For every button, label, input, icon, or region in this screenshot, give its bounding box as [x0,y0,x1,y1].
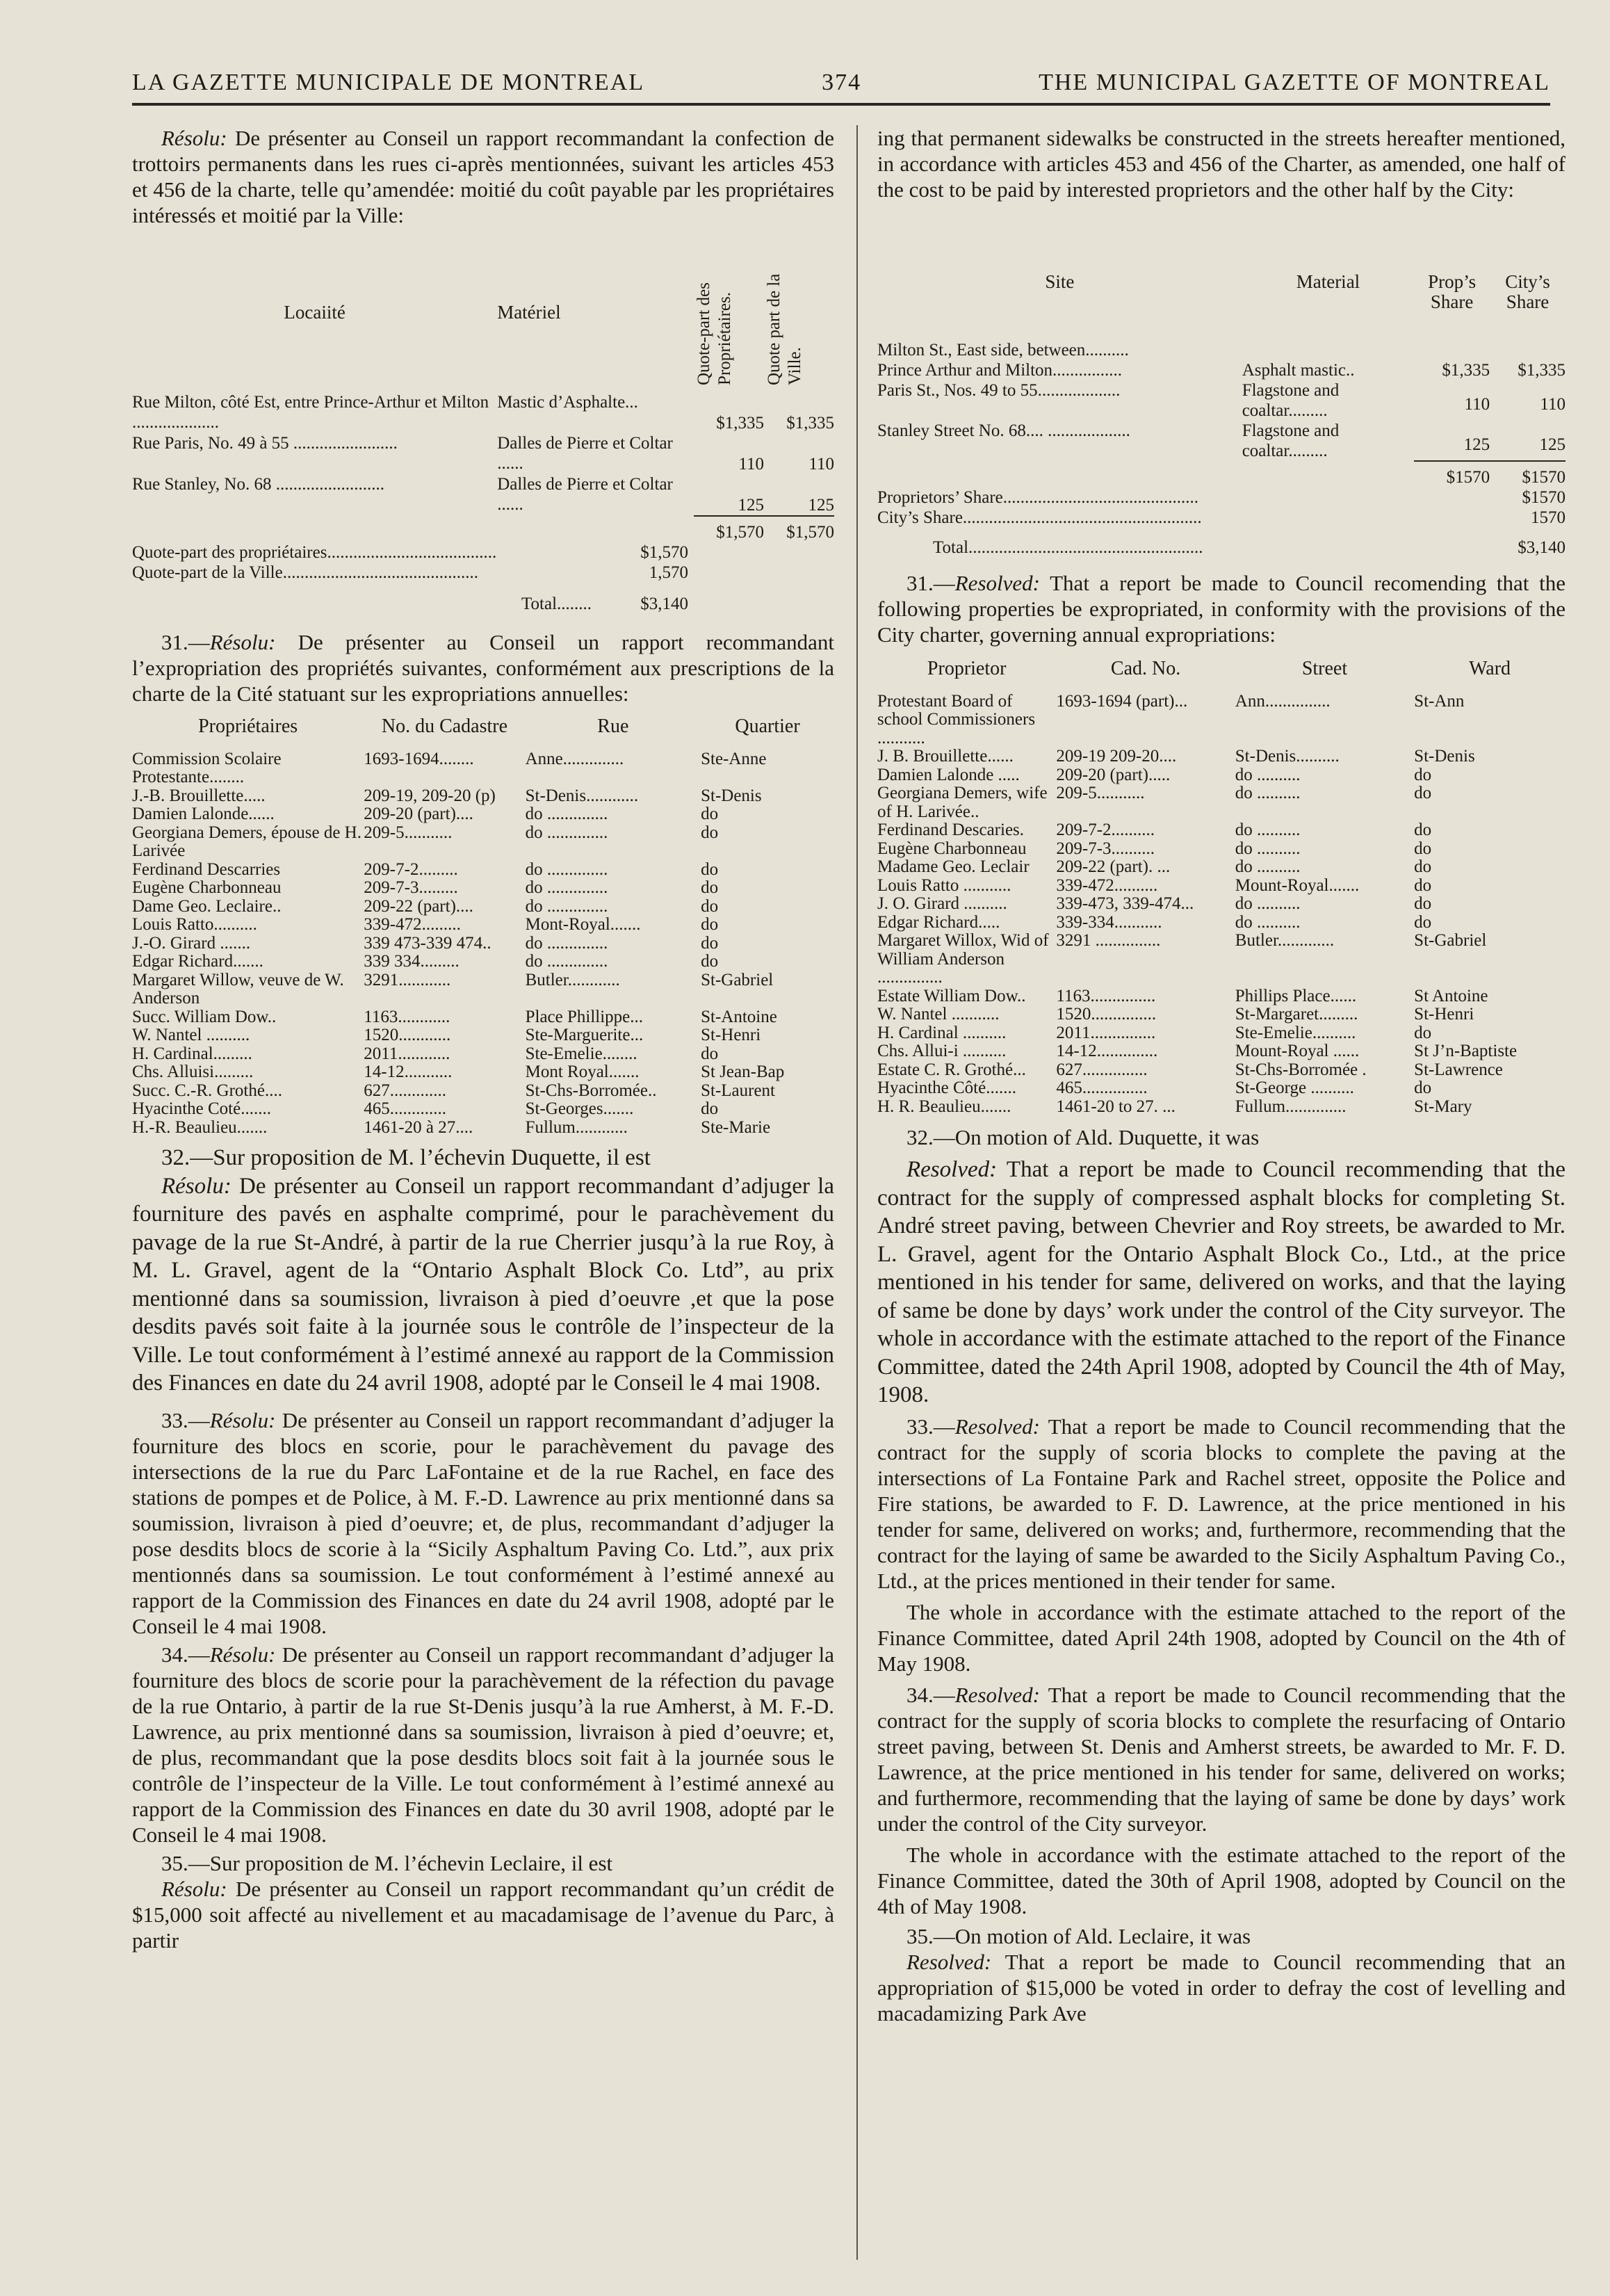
table-cell: Hyacinthe Coté....... [132,1099,271,1118]
table-cell: Protestant Board of school Commissioners ........... [877,691,1036,747]
table-cell: 339-334........... [1056,912,1162,932]
table-cell: do [1414,912,1432,932]
col-header-materiel: Matériel [497,301,561,323]
table-cell: St-Gabriel [1414,931,1487,950]
table-cell: do [1414,857,1432,876]
table-cell: 209-20 (part).... [364,805,473,823]
table-row [877,1042,1566,1061]
resolution-33-en: 33.—Resolved: That a report be made to Council recommending that the contract for the supply of scoria blocks to complete the paving at the intersections of La Fontaine Park and Rachel street, opposite the Police and Fire stations, be awarded to F. D. Lawrence, at the price mentioned in his tender for same, delivered on works; and, furthermore, recommending that the contract for the laying of same be awarded to the Sicily Asphaltum Paving Co., Ltd., at the prices mentioned in their tender for same. [877,1414,1566,1593]
table-cell: H.-R. Beaulieu....... [132,1117,268,1137]
resolution-33-en-cont: The whole in accordance with the estimate attached to the report of the Finance Committee, dated April 24th 1908, adopted by Council on the 4th of May 1908. [877,1599,1566,1676]
table-row [132,916,834,935]
table-cell: J. B. Brouillette...... [877,747,1014,766]
table-row: Milton St., East side, between.......... [877,341,1129,359]
table-cell: Edgar Richard..... [877,912,1000,932]
table-cell: Mont-Royal....... [525,915,641,934]
col-header-localite: Locaiité [284,301,345,323]
table-cell: St-Laurent [701,1081,776,1100]
col-header-cadastre: No. du Cadastre [381,716,508,737]
expropriation-table-en [877,660,1566,1116]
table-cell: Margaret Willow, veuve de W. Anderson [132,970,344,1008]
table-cell: J.-B. Brouillette..... [132,786,266,805]
table-cell: do .............. [525,823,608,842]
table-cell: 465............. [364,1099,447,1118]
table-cell: Damien Lalonde...... [132,805,275,823]
table-row [132,861,834,880]
table-row [877,1098,1566,1117]
table-cell: Ste-Emelie.......... [1235,1023,1356,1042]
table-row [132,805,834,824]
table-cell: 3291 ............... [1056,931,1161,950]
table-cell: Phillips Place...... [1235,986,1357,1005]
table-cell: Ferdinand Descarries [132,859,281,879]
motion-35-fr: 35.—Sur proposition de M. l’échevin Leclaire, il est [161,1850,613,1875]
page-number: 374 [822,70,862,95]
table-row [877,766,1566,785]
table-row [877,784,1566,821]
table-cell: do [701,823,719,842]
col-header-proprietor: Proprietor [927,658,1007,679]
table-cell: Dame Geo. Leclaire.. [132,896,282,916]
table-cell: Ferdinand Descaries. [877,820,1025,839]
col-header-proprietaires: Propriétaires [198,716,298,737]
table-cell: Chs. Alluisi......... [132,1062,254,1081]
col-header-city-share: City’s Share [1505,271,1550,312]
col-header-quartier: Quartier [735,716,800,737]
table-cell: do [1414,1078,1432,1097]
table-cell: 1163............ [364,1007,450,1026]
table-cell: W. Nantel .......... [132,1026,250,1044]
table-cell: Estate William Dow.. [877,986,1026,1005]
table-cell: 339 334......... [364,952,460,971]
table-cell: Succ. C.-R. Grothé.... [132,1081,282,1100]
table-cell: St-Lawrence [1414,1060,1503,1079]
table-cell: Eugène Charbonneau [877,839,1027,858]
table-row: Rue Stanley, No. 68 ......................... Dalles de Pierre et Coltar ...... 125 125 [132,475,834,515]
table-row [132,1082,834,1101]
table-cell: do [1414,894,1432,913]
table-cell: Hyacinthe Côté....... [877,1078,1016,1097]
table-cell: Margaret Willox, Wid of William Anderson ............... [877,931,1049,987]
table-cell: 627............... [1056,1060,1148,1079]
table-cell: 465............... [1056,1078,1148,1097]
table-cell: do .......... [1235,784,1301,802]
col-header-cad-no: Cad. No. [1110,658,1181,679]
table-cell: do [1414,820,1432,839]
table-cell: 2011............ [364,1044,450,1063]
table-cell: Mont Royal....... [525,1062,640,1081]
table-cell: St Antoine [1414,986,1488,1005]
table-cell: 339-472......... [364,915,461,934]
table-cell: Butler............. [1235,931,1335,950]
table-row [877,877,1566,896]
table-row [132,1100,834,1119]
motion-32-fr: 32.—Sur proposition de M. l’échevin Duquette, il est [161,1145,651,1170]
table-cell: Ste-Marguerite... [525,1026,644,1044]
page-header [132,61,1550,96]
table-row [132,879,834,898]
col-header-quote-ville: Quote part de la Ville. [764,273,804,385]
table-row [132,1008,834,1027]
motion-32-en: 32.—On motion of Ald. Duquette, it was [906,1125,1260,1149]
table-cell: 1693-1694........ [364,749,474,768]
table-cell: Fullum............ [525,1117,628,1137]
table-cell: 339-472.......... [1056,875,1158,895]
sidewalk-table-en [877,272,1566,487]
table-row [877,858,1566,877]
col-header-street: Street [1301,658,1348,679]
table-cell: 1520............ [364,1026,451,1044]
table-cell: St-Ann [1414,691,1465,711]
resolution-34-en-cont: The whole in accordance with the estimate attached to the report of the Finance Committee, dated the 30th of April 1908, adopted by Council on the 4th of May 1908. [877,1842,1566,1918]
expropriation-resolution-fr: 31.—Résolu: De présenter au Conseil un rapport recommandant l’expropriation des propriétés suivantes, conformément aux prescriptions de la charte de la Cité statuant sur les expropriations annuelles: [132,630,834,706]
table-cell: 209-19, 209-20 (p) [364,786,496,805]
table-cell: St-Denis.......... [1235,747,1340,766]
table-cell: Butler............ [525,970,620,989]
resolution-34-fr: 34.—Résolu: De présenter au Conseil un rapport recommandant d’adjuger la fourniture des blocs de scorie pour la parachèvement de la réfection du pavage de la rue Ontario, à partir de la rue St-Denis jusqu’à la rue Amherst, à M. F.-D. Lawrence, au prix mentionné dans sa soumission, livraison à pied d’oeuvre; et, de plus, recommandant que la pose desdits blocs soit fait à la journée sous le contrôle de l’inspecteur de la Ville. Le tout conformément à l’estimé annexé au rapport de la Commission des Finances en date du 30 avril 1908, adopté par le Conseil le 4 mai 1908. [132,1642,834,1847]
table-cell: do [1414,765,1432,784]
table-cell: St-Henri [701,1026,761,1044]
table-cell: do [701,859,719,879]
table-cell: St J’n-Baptiste [1414,1042,1518,1060]
table-cell: do [1414,1023,1432,1042]
table-cell: St-George .......... [1235,1078,1354,1097]
table-cell: Ste-Emelie........ [525,1044,637,1063]
table-row [132,971,834,1008]
table-cell: do .......... [1235,894,1301,913]
table-cell: do [701,1044,719,1063]
table-cell: do [701,1099,719,1118]
shares-en: Proprietors’ Share............................................. $1570 City’s Share....................................................... 1570 Total...................................................... $3,140 [877,488,1566,557]
table-cell: do .............. [525,878,608,897]
expropriation-resolution-en: 31.—Resolved: That a report be made to Council recomending that the following properties be expropriated, in conformity with the provisions of the City charter, governing annual expropriations: [877,571,1566,647]
header-title-en: THE MUNICIPAL GAZETTE OF MONTREAL [1039,70,1550,95]
table-cell: 2011............... [1056,1023,1156,1042]
table-cell: 209-19 209-20.... [1056,747,1177,766]
table-row [877,987,1566,1006]
col-header-props-share: Prop’s Share [1428,271,1477,312]
shares-fr: Quote-part des propriétaires....................................... $1,570 Quote-part de la Ville............................................. 1,570 Total........ $3,140 [132,543,688,613]
table-cell: 339-473, 339-474... [1056,894,1194,913]
table-cell: 209-5........... [1056,784,1145,802]
resolution-34-en: 34.—Resolved: That a report be made to Council recommending that the contract for the supply of scoria blocks to complete the resurfacing of Ontario street paving, between St. Denis and Amherst streets, be awarded to Mr. F. D. Lawrence, at the price mentioned in his tender for same, delivered on works; and furthermore, recommending that the laying of same be done by days’ work under the control of the City surveyor. [877,1682,1566,1836]
table-row: Paris St., Nos. 49 to 55................... Flagstone and coaltar......... 110 110 [877,381,1566,420]
table-row [132,1026,834,1045]
table-cell: 14-12.............. [1056,1042,1158,1060]
table-cell: do [1414,875,1432,895]
table-cell: W. Nantel ........... [877,1005,1000,1024]
table-cell: 339 473-339 474.. [364,933,491,953]
table-row [132,1045,834,1064]
table-row [132,898,834,916]
table-cell: J.-O. Girard ....... [132,933,251,953]
table-cell: do [701,933,719,953]
table-row [877,895,1566,914]
col-header-ward: Ward [1469,658,1511,679]
table-cell: Anne.............. [525,749,624,768]
table-cell: Place Phillippe... [525,1007,644,1026]
table-cell: Succ. William Dow.. [132,1007,277,1026]
table-row: Rue Milton, côté Est, entre Prince-Arthur et Milton .................... Mastic d’Asphalte... $1,335 $1,335 [132,393,834,432]
table-cell: St Jean-Bap [701,1062,785,1081]
table-row [877,693,1566,748]
col-header-quote-proprietaires: Quote-part des Propriétaires. [694,282,734,385]
table-cell: J. O. Girard .......... [877,894,1007,913]
table-cell: do .............. [525,859,608,879]
table-cell: 3291............ [364,970,451,989]
table-cell: 209-7-3......... [364,878,458,897]
table-sum-row: $1570 $1570 [877,461,1566,487]
table-row [877,840,1566,859]
table-cell: H. Cardinal......... [132,1044,252,1063]
table-cell: 14-12........... [364,1062,453,1081]
table-row [877,821,1566,840]
table-row [132,953,834,971]
table-cell: 627............. [364,1081,447,1100]
expropriation-table-fr [132,718,834,1137]
french-column [132,125,834,1953]
table-cell: do [701,896,719,916]
table-row [877,1079,1566,1098]
col-header-material: Material [1296,271,1360,292]
table-cell: 1163............... [1056,986,1156,1005]
table-cell: Madame Geo. Leclair [877,857,1030,876]
table-cell: Georgiana Demers, wife of H. Larivée.. [877,784,1048,821]
resolution-32-fr: Résolu: De présenter au Conseil un rapport recommandant d’adjuger la fourniture des pavés en asphalte comprimé, pour le parachèvement du pavage de la rue St-André, à partir de la rue Cherrier jusqu’à la rue Roy, à M. L. Gravel, agent de la “Ontario Asphalt Block Co. Ltd”, au prix mentionné dans sa soumission, livraison à pied d’oeuvre ,et que la pose desdits pavés soit faite à la journée sous le contrôle de l’inspecteur de la Ville. Le tout conformément à l’estimé annexé au rapport de la Commission des Finances en date du 24 avril 1908, adopté par le Conseil le 4 mai 1908. [132,1173,834,1396]
table-cell: do .............. [525,933,608,953]
table-cell: 209-20 (part)..... [1056,765,1171,784]
table-cell: St-Mary [1414,1097,1472,1116]
column-divider [856,125,858,2260]
table-cell: Estate C. R. Grothé... [877,1060,1026,1079]
table-cell: Mount-Royal....... [1235,875,1360,895]
table-cell: H. R. Beaulieu....... [877,1097,1011,1116]
table-cell: do .......... [1235,839,1301,858]
table-cell: 209-5........... [364,823,453,842]
table-cell: do [701,805,719,823]
table-cell: do [1414,839,1432,858]
table-cell: Fullum.............. [1235,1097,1347,1116]
table-cell: do .............. [525,896,608,916]
table-cell: St-Denis [1414,747,1475,766]
table-cell: 1520............... [1056,1005,1157,1024]
resolution-35-en: Resolved: That a report be made to Council recommending that an appropriation of $15,000 be voted in order to defray the cost of levelling and macadamizing Park Ave [877,1949,1566,2026]
table-cell: do [1414,784,1432,802]
col-header-rue: Rue [597,716,629,737]
table-row [877,932,1566,987]
table-cell: do [701,952,719,971]
table-cell: St-Denis............ [525,786,639,805]
table-cell: 209-7-2......... [364,859,458,879]
sidewalk-table-fr [132,239,834,542]
table-cell: St-Antoine [701,1007,777,1026]
table-cell: Eugène Charbonneau [132,878,282,897]
table-row [877,1024,1566,1043]
table-cell: St-Henri [1414,1005,1474,1024]
table-cell: Georgiana Demers, épouse de H. Larivée [132,823,361,860]
table-cell: do .......... [1235,857,1301,876]
table-row [132,935,834,953]
sidewalk-resolution-en: ing that permanent sidewalks be constructed in the streets hereafter mentioned, in accordance with articles 453 and 456 of the Charter, as amended, one half of the cost to be paid by interested proprietors and the other half by the City: [877,126,1566,202]
table-cell: 209-7-3.......... [1056,839,1155,858]
table-cell: Damien Lalonde ..... [877,765,1020,784]
table-sum-row: $1,570 $1,570 [132,516,834,542]
table-row [877,747,1566,766]
table-cell: do .............. [525,952,608,971]
table-row [877,1005,1566,1024]
table-row: Rue Paris, No. 49 à 55 ........................ Dalles de Pierre et Coltar ...... 110 110 [132,434,834,474]
table-cell: St-Margaret......... [1235,1005,1358,1024]
table-cell: do .......... [1235,765,1301,784]
table-cell: Chs. Allui-i .......... [877,1042,1007,1060]
table-row [132,1063,834,1082]
table-cell: Ste-Marie [701,1117,771,1137]
table-cell: 209-7-2.......... [1056,820,1155,839]
header-title-fr: LA GAZETTE MUNICIPALE DE MONTREAL [132,70,645,95]
resolution-35-fr: Résolu: De présenter au Conseil un rapport recommandant qu’un crédit de $15,000 soit affecté au nivellement et au macadamisage de l’avenue du Parc, à partir [132,1876,834,1953]
table-cell: do [701,878,719,897]
table-cell: Louis Ratto ........... [877,875,1011,895]
table-row [132,750,834,787]
col-header-site: Site [1045,271,1075,292]
motion-35-en: 35.—On motion of Ald. Leclaire, it was [906,1923,1251,1948]
table-cell: Ann............... [1235,691,1331,711]
table-cell: St-Denis [701,786,762,805]
table-cell: 1461-20 to 27. ... [1056,1097,1176,1116]
table-cell: do .......... [1235,820,1301,839]
table-cell: Louis Ratto.......... [132,915,257,934]
table-cell: 209-22 (part).... [364,896,473,916]
table-cell: do .............. [525,805,608,823]
table-cell: Ste-Anne [701,749,767,768]
table-cell: Mount-Royal ...... [1235,1042,1360,1060]
table-cell: Edgar Richard....... [132,952,263,971]
table-cell: St-Chs-Borromée.. [525,1081,657,1100]
table-row [877,914,1566,932]
table-row [877,1061,1566,1080]
table-cell: Commission Scolaire Protestante........ [132,749,282,786]
table-row: Prince Arthur and Milton................ Asphalt mastic.. $1,335 $1,335 [877,361,1566,380]
table-row [132,787,834,806]
table-cell: do [701,915,719,934]
table-cell: St-Chs-Borromée . [1235,1060,1367,1079]
table-cell: do .......... [1235,912,1301,932]
resolution-33-fr: 33.—Résolu: De présenter au Conseil un rapport recommandant d’adjuger la fourniture des blocs en scorie, pour le parachèvement du pavage des intersections de la rue du Parc LaFontaine et de la rue Rachel, en face des stations de pompes et de Police, à M. F.-D. Lawrence au prix mentionné dans sa soumission, livraison à pied d’oeuvre; et, de plus, recommandant d’adjuger la pose desdits blocs de scorie à la “Sicily Asphaltum Paving Co. Ltd.”, aux prix mentionnés dans sa soumission. Le tout conformément à l’estimé annexé au rapport de la Commission des Finances en date du 24 avril 1908, adopté par le Conseil le 4 mai 1908. [132,1407,834,1638]
table-cell: St-Gabriel [701,970,774,989]
table-row [132,824,834,861]
table-row: Stanley Street No. 68.... ................... Flagstone and coaltar......... 125 125 [877,421,1566,460]
table-cell: 1693-1694 (part)... [1056,691,1188,711]
sidewalk-resolution-fr: Résolu: De présenter au Conseil un rapport recommandant la confection de trottoirs permanents dans les rues ci-après mentionnées, suivant les articles 453 et 456 de la charte, telle qu’amendée: moitié du coût payable par les propriétaires intéressés et moitié par la Ville: [132,126,834,227]
table-cell: St-Georges....... [525,1099,634,1118]
table-cell: H. Cardinal .......... [877,1023,1007,1042]
table-cell: 1461-20 à 27.... [364,1117,473,1137]
english-column [877,125,1566,2026]
table-cell: 209-22 (part). ... [1056,857,1171,876]
table-row [132,1119,834,1138]
resolution-32-en: Resolved: That a report be made to Council recommending that the contract for the supply of compressed asphalt blocks for completing St. André street paving, between Chevrier and Roy streets, be awarded to Mr. L. Gravel, agent for the Ontario Asphalt Block Co., Ltd., at the price mentioned in his tender for same, delivered on works, and that the laying of same be done by days’ work under the control of the City surveyor. The whole in accordance with the estimate attached to the report of the Finance Committee, dated the 24th April 1908, adopted by Council the 4th of May, 1908. [877,1157,1566,1407]
header-rule [132,103,1550,106]
